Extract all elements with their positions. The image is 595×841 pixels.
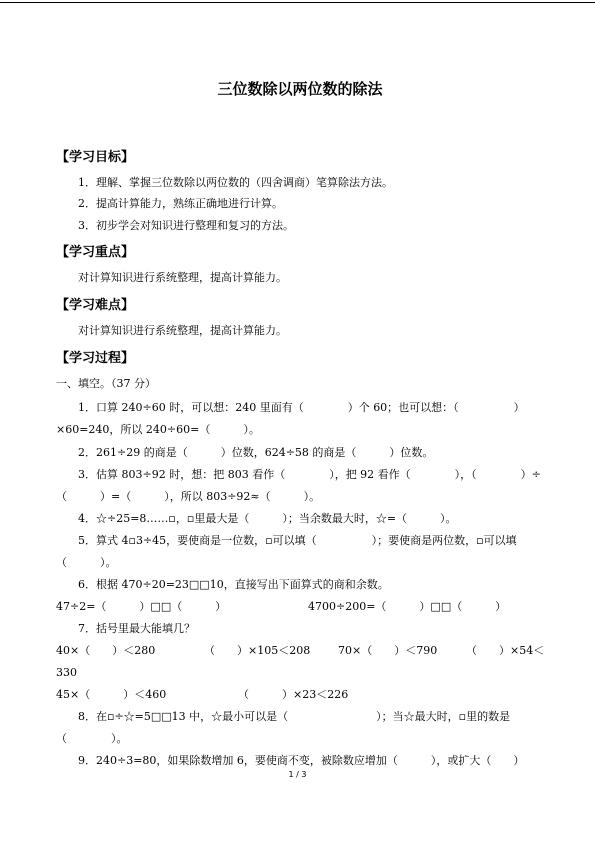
key-text: 对计算知识进行系统整理，提高计算能力。 xyxy=(78,271,287,284)
question-6-left: 47÷2=（ ）□□（ ） xyxy=(56,600,227,613)
question-7-item-3: 70×（ ）＜790 xyxy=(338,644,438,657)
goal-item-1: 1．理解、掌握三位数除以两位数的（四舍调商）笔算除法方法。 xyxy=(78,176,393,189)
header-rule xyxy=(0,2,595,3)
question-3-line-2: （ ）=（ ），所以 803÷92≈（ ）。 xyxy=(56,490,321,503)
question-5-line-2: （ ）。 xyxy=(56,556,117,569)
question-6: 6．根据 470÷20=23□□10，直接写出下面算式的商和余数。 xyxy=(78,578,389,591)
question-9: 9．240÷3=80，如果除数增加 6，要使商不变，被除数应增加（ ），或扩大（ ） xyxy=(78,754,525,767)
question-7-item-5: 45×（ ）＜460 xyxy=(56,688,167,701)
section-goal-heading: 【学习目标】 xyxy=(56,150,135,165)
question-6-right: 4700÷200=（ ）□□（ ） xyxy=(308,600,507,613)
question-7-item-6: （ ）×23＜226 xyxy=(238,688,349,701)
question-5-line-1: 5．算式 4▫3÷45，要使商是一位数，▫可以填（ ）；要使商是两位数，▫可以填 xyxy=(78,534,517,547)
question-7-item-4: （ ）×54＜ xyxy=(466,644,545,657)
question-1-line-2: ×60=240，所以 240÷60=（ ）。 xyxy=(56,423,260,436)
question-1-line-1: 1．口算 240÷60 时，可以想：240 里面有（ ）个 60；也可以想：（ ） xyxy=(78,401,525,414)
section-difficulty-heading: 【学习难点】 xyxy=(56,298,135,313)
goal-item-2: 2．提高计算能力，熟练正确地进行计算。 xyxy=(78,197,283,210)
question-4: 4．☆÷25=8……▫，▫里最大是（ ）；当余数最大时，☆=（ ）。 xyxy=(78,512,457,525)
question-7-item-4-wrap: 330 xyxy=(56,666,77,679)
question-7-item-2: （ ）×105＜208 xyxy=(204,644,311,657)
section-key-heading: 【学习重点】 xyxy=(56,245,135,260)
section-process-heading: 【学习过程】 xyxy=(56,351,135,366)
question-7-item-1: 40×（ ）＜280 xyxy=(56,644,156,657)
page-title: 三位数除以两位数的除法 xyxy=(217,80,383,98)
question-8-line-1: 8．在▫÷☆=5□□13 中，☆最小可以是（ ）；当☆最大时，▫里的数是 xyxy=(78,710,511,723)
part1-heading: 一、填空。（37 分） xyxy=(56,377,156,390)
question-8-line-2: （ ）。 xyxy=(56,732,128,745)
goal-item-3: 3．初步学会对知识进行整理和复习的方法。 xyxy=(78,219,294,232)
difficulty-text: 对计算知识进行系统整理，提高计算能力。 xyxy=(78,324,287,337)
question-3-line-1: 3．估算 803÷92 时，想：把 803 看作（ ），把 92 看作（ ），（ ）÷ xyxy=(78,468,541,481)
question-7: 7．括号里最大能填几？ xyxy=(78,622,195,635)
question-2: 2．261÷29 的商是（ ）位数，624÷58 的商是（ ）位数。 xyxy=(78,446,434,459)
page-number: 1 / 3 xyxy=(288,770,307,779)
